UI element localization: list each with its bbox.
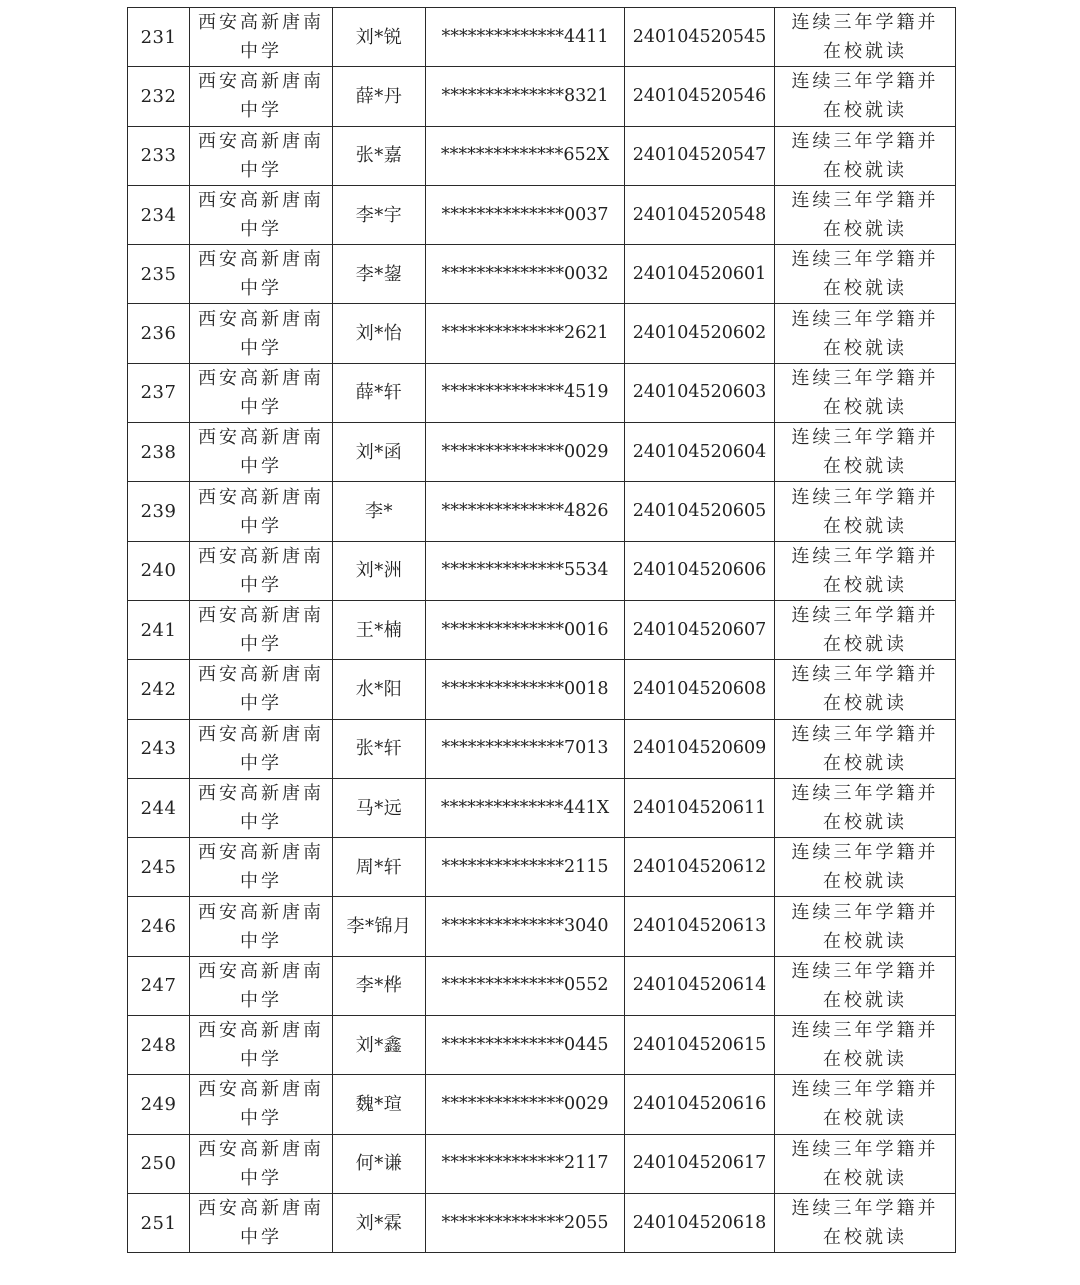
table-row: [128, 1075, 956, 1134]
enrollment-note-cell: 连续三年学籍并在校就读: [775, 1134, 956, 1193]
school-name-cell: 西安高新唐南中学: [190, 719, 333, 778]
student-name-cell: 张*嘉: [333, 126, 426, 185]
registration-number-cell: 240104520614: [625, 956, 775, 1015]
table-row: [128, 8, 956, 67]
student-name-cell: 李*: [333, 482, 426, 541]
school-name-cell: 西安高新唐南中学: [190, 1193, 333, 1252]
student-name-cell: 水*阳: [333, 660, 426, 719]
registration-number-cell: 240104520618: [625, 1193, 775, 1252]
row-number-cell: 241: [128, 600, 190, 659]
registration-number-cell: 240104520608: [625, 660, 775, 719]
registration-number-cell: 240104520603: [625, 363, 775, 422]
student-roster-table: [127, 7, 956, 1253]
student-name-cell: 王*楠: [333, 600, 426, 659]
enrollment-note-cell: 连续三年学籍并在校就读: [775, 67, 956, 126]
masked-id-cell: **************4411: [426, 8, 625, 67]
masked-id-cell: **************2117: [426, 1134, 625, 1193]
enrollment-note-cell: 连续三年学籍并在校就读: [775, 719, 956, 778]
school-name-cell: 西安高新唐南中学: [190, 956, 333, 1015]
table-row: [128, 423, 956, 482]
registration-number-cell: 240104520602: [625, 304, 775, 363]
table-row: [128, 838, 956, 897]
student-name-cell: 刘*锐: [333, 8, 426, 67]
table-row: [128, 956, 956, 1015]
registration-number-cell: 240104520547: [625, 126, 775, 185]
table-row: [128, 245, 956, 304]
enrollment-note-cell: 连续三年学籍并在校就读: [775, 660, 956, 719]
row-number-cell: 250: [128, 1134, 190, 1193]
table-row: [128, 482, 956, 541]
masked-id-cell: **************0552: [426, 956, 625, 1015]
student-name-cell: 薛*轩: [333, 363, 426, 422]
table-row: [128, 541, 956, 600]
table-row: [128, 1016, 956, 1075]
registration-number-cell: 240104520606: [625, 541, 775, 600]
row-number-cell: 233: [128, 126, 190, 185]
school-name-cell: 西安高新唐南中学: [190, 185, 333, 244]
table-row: [128, 660, 956, 719]
registration-number-cell: 240104520611: [625, 778, 775, 837]
masked-id-cell: **************0016: [426, 600, 625, 659]
registration-number-cell: 240104520546: [625, 67, 775, 126]
table-row: [128, 600, 956, 659]
row-number-cell: 245: [128, 838, 190, 897]
masked-id-cell: **************4519: [426, 363, 625, 422]
masked-id-cell: **************2621: [426, 304, 625, 363]
enrollment-note-cell: 连续三年学籍并在校就读: [775, 482, 956, 541]
row-number-cell: 242: [128, 660, 190, 719]
student-name-cell: 何*谦: [333, 1134, 426, 1193]
school-name-cell: 西安高新唐南中学: [190, 482, 333, 541]
row-number-cell: 246: [128, 897, 190, 956]
table-row: [128, 185, 956, 244]
masked-id-cell: **************7013: [426, 719, 625, 778]
enrollment-note-cell: 连续三年学籍并在校就读: [775, 541, 956, 600]
student-name-cell: 刘*霖: [333, 1193, 426, 1252]
row-number-cell: 231: [128, 8, 190, 67]
student-name-cell: 刘*洲: [333, 541, 426, 600]
school-name-cell: 西安高新唐南中学: [190, 126, 333, 185]
table-row: [128, 126, 956, 185]
school-name-cell: 西安高新唐南中学: [190, 304, 333, 363]
enrollment-note-cell: 连续三年学籍并在校就读: [775, 8, 956, 67]
enrollment-note-cell: 连续三年学籍并在校就读: [775, 363, 956, 422]
table-row: [128, 897, 956, 956]
table-row: [128, 363, 956, 422]
masked-id-cell: **************5534: [426, 541, 625, 600]
enrollment-note-cell: 连续三年学籍并在校就读: [775, 1016, 956, 1075]
masked-id-cell: **************2115: [426, 838, 625, 897]
school-name-cell: 西安高新唐南中学: [190, 600, 333, 659]
registration-number-cell: 240104520609: [625, 719, 775, 778]
masked-id-cell: **************0018: [426, 660, 625, 719]
registration-number-cell: 240104520613: [625, 897, 775, 956]
registration-number-cell: 240104520617: [625, 1134, 775, 1193]
roster-body: [128, 8, 956, 1253]
student-name-cell: 李*锦月: [333, 897, 426, 956]
school-name-cell: 西安高新唐南中学: [190, 778, 333, 837]
registration-number-cell: 240104520604: [625, 423, 775, 482]
registration-number-cell: 240104520545: [625, 8, 775, 67]
enrollment-note-cell: 连续三年学籍并在校就读: [775, 838, 956, 897]
registration-number-cell: 240104520612: [625, 838, 775, 897]
student-name-cell: 薛*丹: [333, 67, 426, 126]
masked-id-cell: **************3040: [426, 897, 625, 956]
masked-id-cell: **************8321: [426, 67, 625, 126]
row-number-cell: 235: [128, 245, 190, 304]
enrollment-note-cell: 连续三年学籍并在校就读: [775, 897, 956, 956]
student-name-cell: 魏*瑄: [333, 1075, 426, 1134]
masked-id-cell: **************0029: [426, 423, 625, 482]
school-name-cell: 西安高新唐南中学: [190, 1016, 333, 1075]
registration-number-cell: 240104520548: [625, 185, 775, 244]
masked-id-cell: **************4826: [426, 482, 625, 541]
registration-number-cell: 240104520601: [625, 245, 775, 304]
school-name-cell: 西安高新唐南中学: [190, 660, 333, 719]
masked-id-cell: **************0445: [426, 1016, 625, 1075]
table-row: [128, 1134, 956, 1193]
table-row: [128, 1193, 956, 1252]
table-row: [128, 778, 956, 837]
masked-id-cell: **************0029: [426, 1075, 625, 1134]
enrollment-note-cell: 连续三年学籍并在校就读: [775, 304, 956, 363]
row-number-cell: 251: [128, 1193, 190, 1252]
student-name-cell: 李*桦: [333, 956, 426, 1015]
row-number-cell: 236: [128, 304, 190, 363]
student-name-cell: 李*鋆: [333, 245, 426, 304]
masked-id-cell: **************652X: [426, 126, 625, 185]
student-name-cell: 马*远: [333, 778, 426, 837]
student-name-cell: 张*轩: [333, 719, 426, 778]
table-row: [128, 719, 956, 778]
registration-number-cell: 240104520607: [625, 600, 775, 659]
masked-id-cell: **************0032: [426, 245, 625, 304]
row-number-cell: 237: [128, 363, 190, 422]
row-number-cell: 244: [128, 778, 190, 837]
registration-number-cell: 240104520615: [625, 1016, 775, 1075]
enrollment-note-cell: 连续三年学籍并在校就读: [775, 126, 956, 185]
student-roster-sheet: [127, 7, 955, 1253]
enrollment-note-cell: 连续三年学籍并在校就读: [775, 1193, 956, 1252]
school-name-cell: 西安高新唐南中学: [190, 1134, 333, 1193]
masked-id-cell: **************0037: [426, 185, 625, 244]
enrollment-note-cell: 连续三年学籍并在校就读: [775, 956, 956, 1015]
student-name-cell: 刘*函: [333, 423, 426, 482]
row-number-cell: 232: [128, 67, 190, 126]
student-name-cell: 刘*怡: [333, 304, 426, 363]
table-row: [128, 67, 956, 126]
registration-number-cell: 240104520605: [625, 482, 775, 541]
table-row: [128, 304, 956, 363]
enrollment-note-cell: 连续三年学籍并在校就读: [775, 245, 956, 304]
row-number-cell: 239: [128, 482, 190, 541]
enrollment-note-cell: 连续三年学籍并在校就读: [775, 600, 956, 659]
enrollment-note-cell: 连续三年学籍并在校就读: [775, 185, 956, 244]
row-number-cell: 243: [128, 719, 190, 778]
enrollment-note-cell: 连续三年学籍并在校就读: [775, 778, 956, 837]
school-name-cell: 西安高新唐南中学: [190, 838, 333, 897]
school-name-cell: 西安高新唐南中学: [190, 67, 333, 126]
school-name-cell: 西安高新唐南中学: [190, 363, 333, 422]
row-number-cell: 247: [128, 956, 190, 1015]
row-number-cell: 234: [128, 185, 190, 244]
row-number-cell: 249: [128, 1075, 190, 1134]
masked-id-cell: **************441X: [426, 778, 625, 837]
student-name-cell: 刘*鑫: [333, 1016, 426, 1075]
student-name-cell: 周*轩: [333, 838, 426, 897]
student-name-cell: 李*宇: [333, 185, 426, 244]
school-name-cell: 西安高新唐南中学: [190, 897, 333, 956]
row-number-cell: 238: [128, 423, 190, 482]
enrollment-note-cell: 连续三年学籍并在校就读: [775, 423, 956, 482]
registration-number-cell: 240104520616: [625, 1075, 775, 1134]
school-name-cell: 西安高新唐南中学: [190, 245, 333, 304]
row-number-cell: 248: [128, 1016, 190, 1075]
school-name-cell: 西安高新唐南中学: [190, 423, 333, 482]
school-name-cell: 西安高新唐南中学: [190, 1075, 333, 1134]
enrollment-note-cell: 连续三年学籍并在校就读: [775, 1075, 956, 1134]
school-name-cell: 西安高新唐南中学: [190, 541, 333, 600]
masked-id-cell: **************2055: [426, 1193, 625, 1252]
row-number-cell: 240: [128, 541, 190, 600]
school-name-cell: 西安高新唐南中学: [190, 8, 333, 67]
